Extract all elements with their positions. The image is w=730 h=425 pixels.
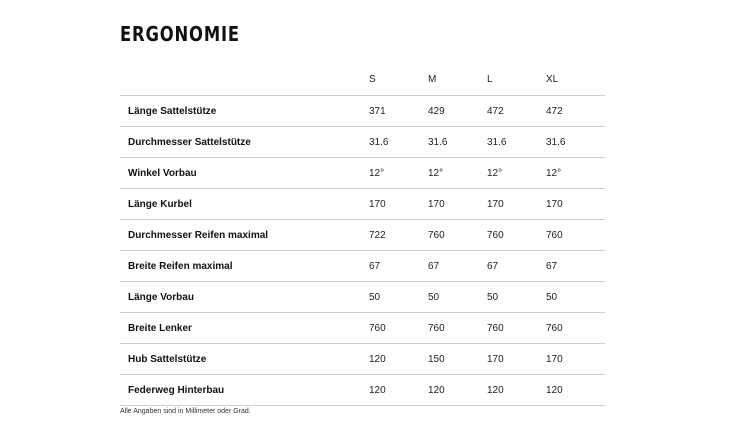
- cell-value: 120: [428, 375, 487, 406]
- row-label: Breite Lenker: [120, 313, 369, 344]
- cell-value: 50: [487, 282, 546, 313]
- page-title: ERGONOMIE: [120, 22, 240, 46]
- cell-value: 50: [428, 282, 487, 313]
- row-label: Breite Reifen maximal: [120, 251, 369, 282]
- cell-value: 472: [546, 96, 605, 127]
- cell-value: 120: [546, 375, 605, 406]
- row-label: Durchmesser Sattelstütze: [120, 127, 369, 158]
- footnote: Alle Angaben sind in Millimeter oder Grad.: [120, 408, 251, 415]
- cell-value: 170: [369, 189, 428, 220]
- cell-value: 170: [487, 344, 546, 375]
- table-row: [120, 313, 605, 344]
- table-row: [120, 375, 605, 406]
- table-header-row: [120, 63, 605, 96]
- header-size-s: S: [369, 63, 428, 96]
- cell-value: 12°: [428, 158, 487, 189]
- cell-value: 12°: [546, 158, 605, 189]
- cell-value: 67: [428, 251, 487, 282]
- header-size-l: L: [487, 63, 546, 96]
- table-row: [120, 189, 605, 220]
- cell-value: 31.6: [369, 127, 428, 158]
- header-label-cell: [120, 63, 369, 96]
- cell-value: 67: [487, 251, 546, 282]
- row-label: Länge Vorbau: [120, 282, 369, 313]
- table-row: [120, 344, 605, 375]
- table-row: [120, 96, 605, 127]
- row-label: Federweg Hinterbau: [120, 375, 369, 406]
- cell-value: 50: [369, 282, 428, 313]
- cell-value: 760: [546, 313, 605, 344]
- row-label: Winkel Vorbau: [120, 158, 369, 189]
- cell-value: 31.6: [546, 127, 605, 158]
- cell-value: 170: [487, 189, 546, 220]
- table-row: [120, 251, 605, 282]
- cell-value: 120: [487, 375, 546, 406]
- cell-value: 12°: [487, 158, 546, 189]
- geometry-table: [120, 63, 605, 406]
- cell-value: 760: [487, 220, 546, 251]
- header-size-m: M: [428, 63, 487, 96]
- table-row: [120, 158, 605, 189]
- row-label: Hub Sattelstütze: [120, 344, 369, 375]
- table-row: [120, 282, 605, 313]
- cell-value: 760: [369, 313, 428, 344]
- cell-value: 760: [428, 220, 487, 251]
- cell-value: 50: [546, 282, 605, 313]
- header-size-xl: XL: [546, 63, 605, 96]
- row-label: Länge Sattelstütze: [120, 96, 369, 127]
- cell-value: 120: [369, 344, 428, 375]
- row-label: Durchmesser Reifen maximal: [120, 220, 369, 251]
- cell-value: 67: [546, 251, 605, 282]
- table-row: [120, 220, 605, 251]
- cell-value: 760: [546, 220, 605, 251]
- cell-value: 170: [428, 189, 487, 220]
- cell-value: 472: [487, 96, 546, 127]
- cell-value: 371: [369, 96, 428, 127]
- cell-value: 67: [369, 251, 428, 282]
- cell-value: 120: [369, 375, 428, 406]
- cell-value: 170: [546, 344, 605, 375]
- table-row: [120, 127, 605, 158]
- cell-value: 760: [487, 313, 546, 344]
- cell-value: 31.6: [487, 127, 546, 158]
- cell-value: 150: [428, 344, 487, 375]
- row-label: Länge Kurbel: [120, 189, 369, 220]
- cell-value: 760: [428, 313, 487, 344]
- cell-value: 429: [428, 96, 487, 127]
- cell-value: 722: [369, 220, 428, 251]
- cell-value: 12°: [369, 158, 428, 189]
- cell-value: 170: [546, 189, 605, 220]
- cell-value: 31.6: [428, 127, 487, 158]
